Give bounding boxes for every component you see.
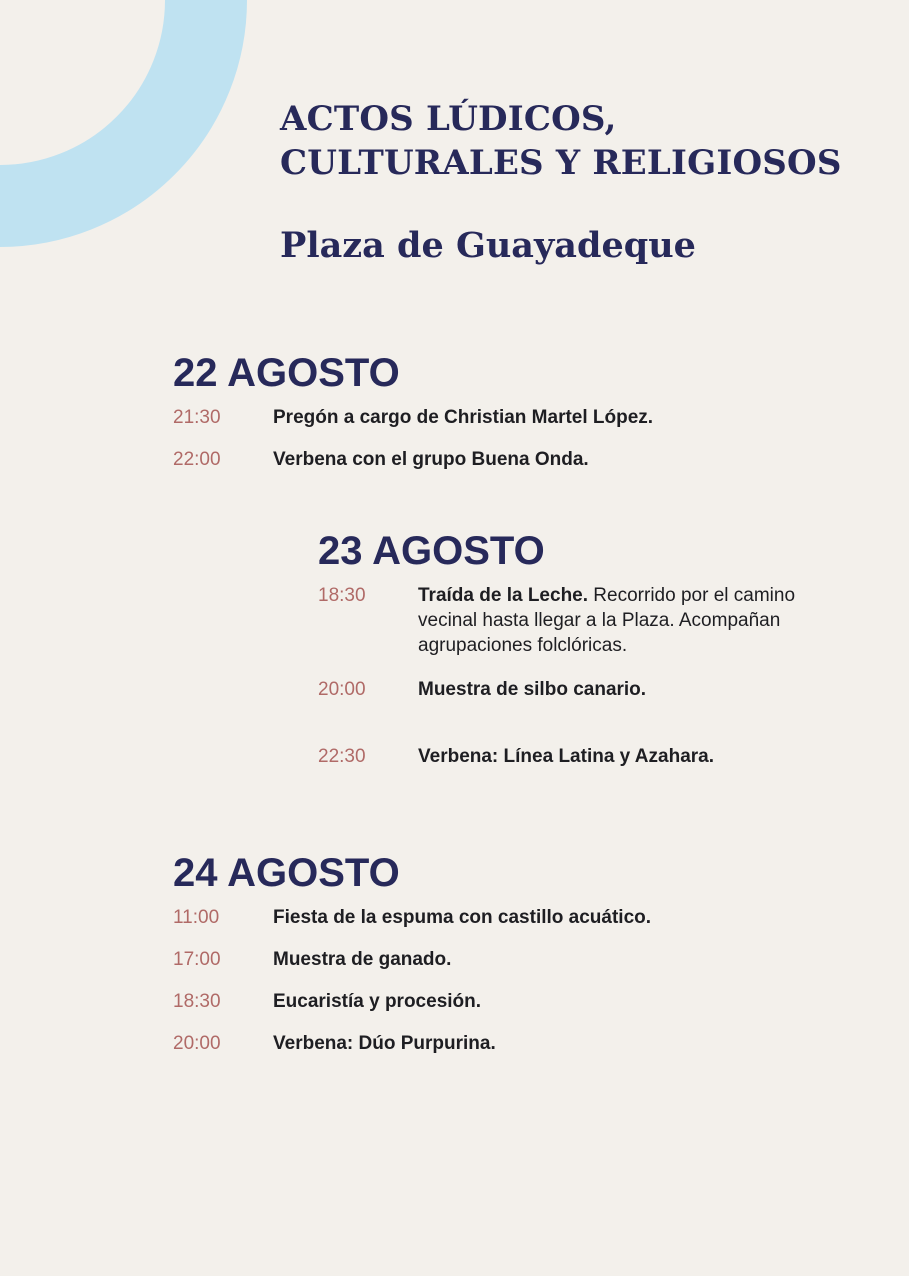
- event-row: [173, 905, 651, 930]
- event-title: Pregón a cargo de Christian Martel López.: [273, 407, 654, 428]
- event-text: [418, 677, 818, 702]
- event-title: Muestra de silbo canario.: [418, 679, 647, 700]
- event-row: [173, 405, 653, 430]
- event-title: Verbena con el grupo Buena Onda.: [273, 449, 589, 470]
- event-text: [418, 583, 818, 658]
- event-row: [173, 989, 651, 1014]
- event-description: Recorrido por el camino vecinal hasta llegar a la Plaza. Acompañan agrupaciones folclóricas.: [418, 585, 796, 656]
- event-time: 21:30: [173, 407, 221, 428]
- event-row: [173, 1031, 651, 1056]
- day-section-23-agosto: [318, 529, 818, 769]
- title-line-2: CULTURALES Y RELIGIOSOS: [280, 143, 842, 183]
- event-text: [418, 744, 818, 769]
- day-section-22-agosto: [173, 351, 653, 489]
- event-row: [173, 947, 651, 972]
- event-time: 22:30: [318, 746, 366, 767]
- event-row: [318, 744, 818, 769]
- event-title: Traída de la Leche.: [418, 585, 589, 606]
- event-time: 18:30: [318, 585, 366, 606]
- event-text: [273, 989, 481, 1014]
- location-subtitle: Plaza de Guayadeque: [280, 225, 696, 266]
- event-time: 17:00: [173, 949, 221, 970]
- event-title: Eucaristía y procesión.: [273, 991, 482, 1012]
- page-title: [280, 97, 842, 185]
- event-time: 22:00: [173, 449, 221, 470]
- day-heading: 24 AGOSTO: [173, 851, 400, 895]
- event-title: Verbena: Dúo Purpurina.: [273, 1033, 496, 1054]
- title-line-1: ACTOS LÚDICOS,: [280, 99, 617, 139]
- event-title: Fiesta de la espuma con castillo acuático.: [273, 907, 652, 928]
- event-row: [318, 677, 818, 702]
- decorative-arc: [0, 0, 250, 250]
- event-text: [273, 1031, 496, 1056]
- event-time: 20:00: [173, 1033, 221, 1054]
- day-section-24-agosto: [173, 851, 651, 1073]
- event-time: 11:00: [173, 907, 220, 928]
- event-row: [173, 447, 653, 472]
- event-title: Muestra de ganado.: [273, 949, 452, 970]
- event-title: Verbena: Línea Latina y Azahara.: [418, 746, 715, 767]
- event-text: [273, 947, 451, 972]
- day-heading: 22 AGOSTO: [173, 351, 400, 395]
- event-text: [273, 447, 589, 472]
- event-row: [318, 583, 818, 658]
- day-heading: 23 AGOSTO: [318, 529, 545, 573]
- event-text: [273, 405, 653, 430]
- event-time: 18:30: [173, 991, 221, 1012]
- event-text: [273, 905, 651, 930]
- event-time: 20:00: [318, 679, 366, 700]
